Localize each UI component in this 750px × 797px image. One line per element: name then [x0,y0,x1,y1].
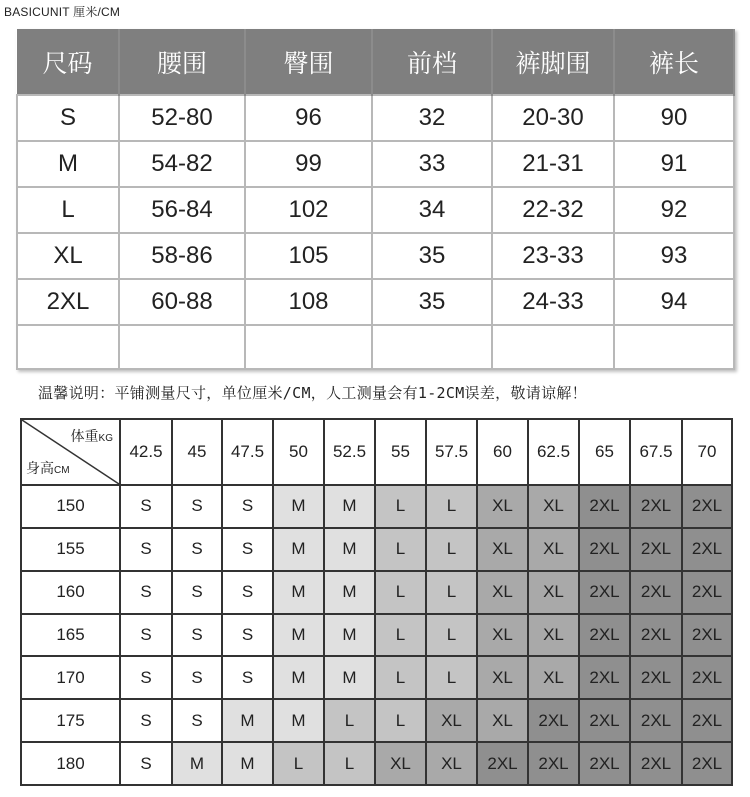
unit-label: BASICUNIT 厘米/CM [4,5,121,19]
corner-header-cell [21,419,120,485]
size-recommendation-cell: 2XL [682,699,732,742]
height-row [21,699,732,742]
size-chart-cell: 102 [245,187,372,233]
weight-column-header: 62.5 [528,419,579,485]
size-recommendation-cell: 2XL [579,571,630,614]
size-recommendation-cell: M [324,528,375,571]
size-recommendation-cell: M [324,614,375,657]
size-recommendation-cell: S [222,656,273,699]
size-recommendation-cell: S [222,485,273,528]
height-row-header: 150 [21,485,120,528]
height-row-header: 165 [21,614,120,657]
size-recommendation-cell: M [172,742,222,785]
weight-column-header: 50 [273,419,324,485]
size-chart-cell: 58-86 [119,233,245,279]
size-recommendation-cell: XL [477,571,528,614]
size-chart-empty-cell [372,325,492,369]
size-chart-row [17,279,734,325]
weight-column-header: 60 [477,419,528,485]
size-chart-column-header: 裤脚围 [492,29,614,95]
size-recommendation-cell: M [273,485,324,528]
size-recommendation-cell: XL [477,614,528,657]
size-recommendation-cell: L [375,656,426,699]
size-recommendation-cell: 2XL [630,742,682,785]
size-recommendation-cell: M [324,571,375,614]
weight-column-header: 70 [682,419,732,485]
size-recommendation-cell: S [222,571,273,614]
size-recommendation-cell: S [222,528,273,571]
size-chart-cell: 105 [245,233,372,279]
size-chart-cell: XL [17,233,119,279]
size-chart-cell: 54-82 [119,141,245,187]
weight-column-header: 57.5 [426,419,477,485]
size-recommendation-cell: XL [477,528,528,571]
size-chart-column-header: 腰围 [119,29,245,95]
size-recommendation-cell: 2XL [682,528,732,571]
size-recommendation-table [20,418,733,786]
size-chart-cell: S [17,95,119,141]
height-row [21,485,732,528]
size-chart-cell: 56-84 [119,187,245,233]
size-recommendation-cell: XL [528,485,579,528]
size-recommendation-cell: S [120,699,172,742]
size-chart-cell: 35 [372,233,492,279]
height-row [21,528,732,571]
size-recommendation-cell: S [172,571,222,614]
size-chart-table [16,29,735,370]
size-recommendation-cell: XL [528,656,579,699]
size-recommendation-cell: M [273,614,324,657]
size-chart-cell: 22-32 [492,187,614,233]
size-recommendation-cell: M [273,699,324,742]
height-row-header: 155 [21,528,120,571]
size-chart-empty-cell [17,325,119,369]
size-recommendation-cell: L [426,656,477,699]
size-recommendation-cell: XL [477,656,528,699]
size-recommendation-cell: 2XL [630,656,682,699]
size-chart-cell: 21-31 [492,141,614,187]
size-chart-cell: 20-30 [492,95,614,141]
size-recommendation-cell: XL [528,571,579,614]
size-chart-cell: 94 [614,279,734,325]
size-chart-cell: 60-88 [119,279,245,325]
size-chart-cell: L [17,187,119,233]
size-recommendation-cell: S [172,485,222,528]
size-recommendation-cell: M [222,742,273,785]
height-row [21,614,732,657]
weight-column-header: 42.5 [120,419,172,485]
size-chart-column-header: 尺码 [17,29,119,95]
size-recommendation-cell: L [273,742,324,785]
size-recommendation-cell: L [324,742,375,785]
size-recommendation-cell: L [375,485,426,528]
weight-column-header: 45 [172,419,222,485]
size-chart-cell: 52-80 [119,95,245,141]
size-recommendation-cell: 2XL [630,614,682,657]
size-chart-row [17,233,734,279]
size-recommendation-cell: L [426,485,477,528]
size-recommendation-cell: L [375,699,426,742]
size-chart-empty-cell [614,325,734,369]
height-axis-label: 身高CM [26,460,70,476]
size-recommendation-cell: L [324,699,375,742]
size-recommendation-cell: XL [426,699,477,742]
size-chart-cell: 96 [245,95,372,141]
size-chart-cell: 92 [614,187,734,233]
size-recommendation-cell: S [120,742,172,785]
size-chart-cell: 93 [614,233,734,279]
size-recommendation-cell: 2XL [579,614,630,657]
size-chart-column-header: 前档 [372,29,492,95]
size-recommendation-cell: S [222,614,273,657]
size-recommendation-cell: 2XL [528,742,579,785]
size-recommendation-cell: 2XL [579,528,630,571]
height-row-header: 170 [21,656,120,699]
size-chart-cell: 99 [245,141,372,187]
size-recommendation-cell: 2XL [579,699,630,742]
size-chart-row [17,95,734,141]
size-chart-row [17,187,734,233]
weight-column-header: 65 [579,419,630,485]
size-recommendation-cell: L [426,571,477,614]
size-recommendation-cell: 2XL [682,742,732,785]
measurement-note: 温馨说明：平铺测量尺寸，单位厘米/CM，人工测量会有1-2CM误差，敬请谅解！ [38,384,587,402]
size-chart-cell: 108 [245,279,372,325]
size-recommendation-cell: S [172,656,222,699]
size-recommendation-cell: S [120,614,172,657]
size-recommendation-cell: S [172,699,222,742]
size-chart-empty-cell [492,325,614,369]
weight-axis-label: 体重KG [70,428,113,444]
size-recommendation-cell: 2XL [579,742,630,785]
size-recommendation-cell: XL [528,528,579,571]
size-recommendation-cell: 2XL [528,699,579,742]
size-recommendation-cell: 2XL [630,699,682,742]
size-recommendation-cell: XL [477,699,528,742]
height-row-header: 160 [21,571,120,614]
weight-column-header: 67.5 [630,419,682,485]
size-recommendation-cell: 2XL [682,485,732,528]
size-chart-header-row [17,29,734,95]
size-chart-empty-cell [119,325,245,369]
weight-column-header: 52.5 [324,419,375,485]
size-chart-cell: 91 [614,141,734,187]
size-recommendation-cell: L [375,614,426,657]
size-recommendation-cell: L [426,614,477,657]
height-row [21,571,732,614]
size-recommendation-cell: S [120,528,172,571]
size-recommendation-cell: L [375,528,426,571]
recommendation-body [21,485,732,785]
size-chart-body [17,95,734,369]
size-recommendation-cell: M [324,485,375,528]
size-chart-cell: 33 [372,141,492,187]
size-recommendation-cell: S [120,571,172,614]
size-chart-cell: M [17,141,119,187]
size-chart-empty-row [17,325,734,369]
size-recommendation-cell: L [426,528,477,571]
size-recommendation-cell: S [172,528,222,571]
size-recommendation-cell: M [273,571,324,614]
weight-column-header: 55 [375,419,426,485]
size-recommendation-cell: S [120,656,172,699]
size-recommendation-cell: 2XL [579,656,630,699]
size-recommendation-cell: XL [477,485,528,528]
size-recommendation-cell: M [273,528,324,571]
size-chart-cell: 23-33 [492,233,614,279]
weight-column-header: 47.5 [222,419,273,485]
size-recommendation-cell: L [375,571,426,614]
size-recommendation-cell: 2XL [630,485,682,528]
size-recommendation-cell: S [172,614,222,657]
size-chart-cell: 2XL [17,279,119,325]
size-chart-cell: 34 [372,187,492,233]
size-recommendation-cell: 2XL [630,571,682,614]
size-recommendation-cell: S [120,485,172,528]
size-chart-cell: 32 [372,95,492,141]
size-chart-cell: 35 [372,279,492,325]
height-row [21,656,732,699]
height-row-header: 175 [21,699,120,742]
size-chart-cell: 90 [614,95,734,141]
size-recommendation-cell: XL [426,742,477,785]
size-recommendation-cell: 2XL [682,614,732,657]
size-chart-cell: 24-33 [492,279,614,325]
size-chart-empty-cell [245,325,372,369]
size-recommendation-cell: M [222,699,273,742]
size-recommendation-cell: 2XL [477,742,528,785]
height-row-header: 180 [21,742,120,785]
size-recommendation-cell: XL [375,742,426,785]
size-recommendation-cell: M [273,656,324,699]
weight-header-row [21,419,732,485]
size-recommendation-cell: 2XL [682,571,732,614]
size-chart-row [17,141,734,187]
size-recommendation-cell: M [324,656,375,699]
size-recommendation-cell: 2XL [682,656,732,699]
height-row [21,742,732,785]
size-recommendation-cell: 2XL [630,528,682,571]
size-chart-column-header: 裤长 [614,29,734,95]
size-chart-column-header: 臀围 [245,29,372,95]
size-recommendation-cell: XL [528,614,579,657]
size-recommendation-cell: 2XL [579,485,630,528]
